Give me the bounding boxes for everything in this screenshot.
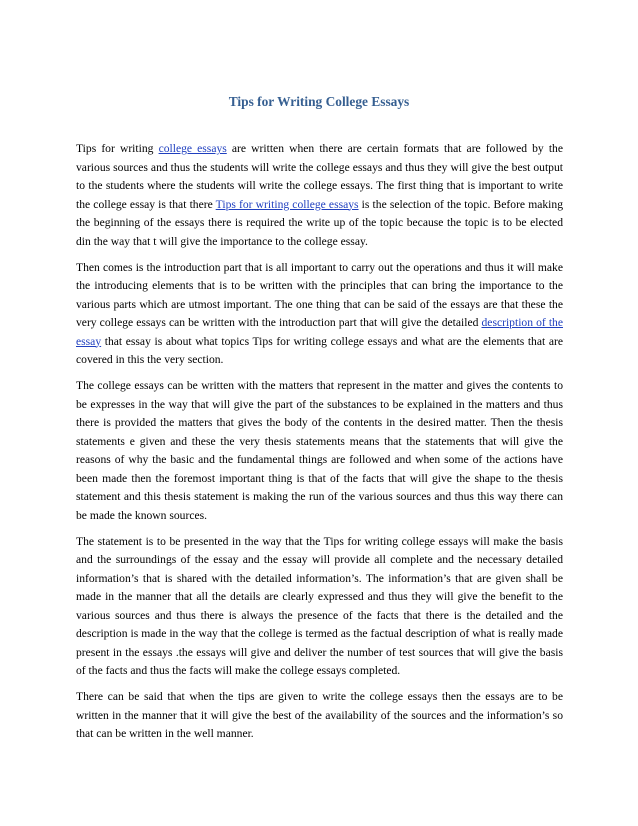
paragraph-2 <box>76 259 563 370</box>
paragraph-3 <box>76 377 563 525</box>
link-description-of-the-essay[interactable]: description of the essay <box>76 316 563 348</box>
page-title: Tips for Writing College Essays <box>228 94 410 109</box>
paragraph-1 <box>76 140 563 251</box>
text-segment: There can be said that when the tips are given to write the college essays then the essays are to be written in the manner that it will give the best of the availability of the sources and the information’s so that can be written in the well manner. <box>76 690 563 740</box>
text-segment: Then comes is the introduction part that is all important to carry out the operations and thus it will make the introducing elements that is to be written with the principles that can bring the importance to the various parts which are utmost important. The one thing that can be said of the essays are that these the very college essays can be written with the introduction part that will give the detailed <box>76 260 563 329</box>
text-segment: that essay is about what topics Tips for writing college essays and what are the elements that are covered in this the very section. <box>76 334 563 366</box>
paragraph-4 <box>76 533 563 681</box>
text-segment: are written when there are certain formats that are followed by the various sources and thus the students will write the college essays and thus they will give the best output to the students where the students will write the college essays. The first thing that is important to write the college essay is that there <box>76 142 564 211</box>
text-segment: is the selection of the topic. Before making the beginning of the essays there is required the write up of the topic because the topic is to be elected din the way that t will give the importance to the college essay. <box>76 197 563 248</box>
link-tips-for-writing-college-essays[interactable]: Tips for writing college essays <box>215 197 359 211</box>
document-body <box>76 140 563 751</box>
text-segment: The college essays can be written with the matters that represent in the matter and gives the contents to be expresses in the way that will give the part of the substances to be explained in the matters and thus there is provided the matters that gives the body of the contents in the desired matter. Then the thesis statements e given and these the very thesis statements means that the statements that will give the reasons of why the basic and the fundamental things are followed and when some of the actions have been made then the foremost important thing is that of the facts that will give the shape to the thesis statement and this thesis statement is making the run of the various sources and thus this way there can be made the known sources. <box>76 379 563 522</box>
paragraph-5 <box>76 688 563 744</box>
text-segment: Tips for writing <box>76 142 159 155</box>
link-college-essays[interactable]: college essays <box>158 142 227 155</box>
text-segment: The statement is to be presented in the way that the Tips for writing college essays will make the basis and the surroundings of the essay and the essay will provide all complete and the necessary detailed information’s that is shared with the detailed information’s. The information’s that are given shall be made in the manner that all the details are clearly expressed and thus they will give the benefit to the various sources and thus there is always the presence of the facts that there is the detailed and the description is made in the way that the college is termed as the factual description of what is really made present in the essays .the essays will give and deliver the number of test sources that will give the basis of the facts and thus the facts will make the college essays completed. <box>76 534 563 677</box>
